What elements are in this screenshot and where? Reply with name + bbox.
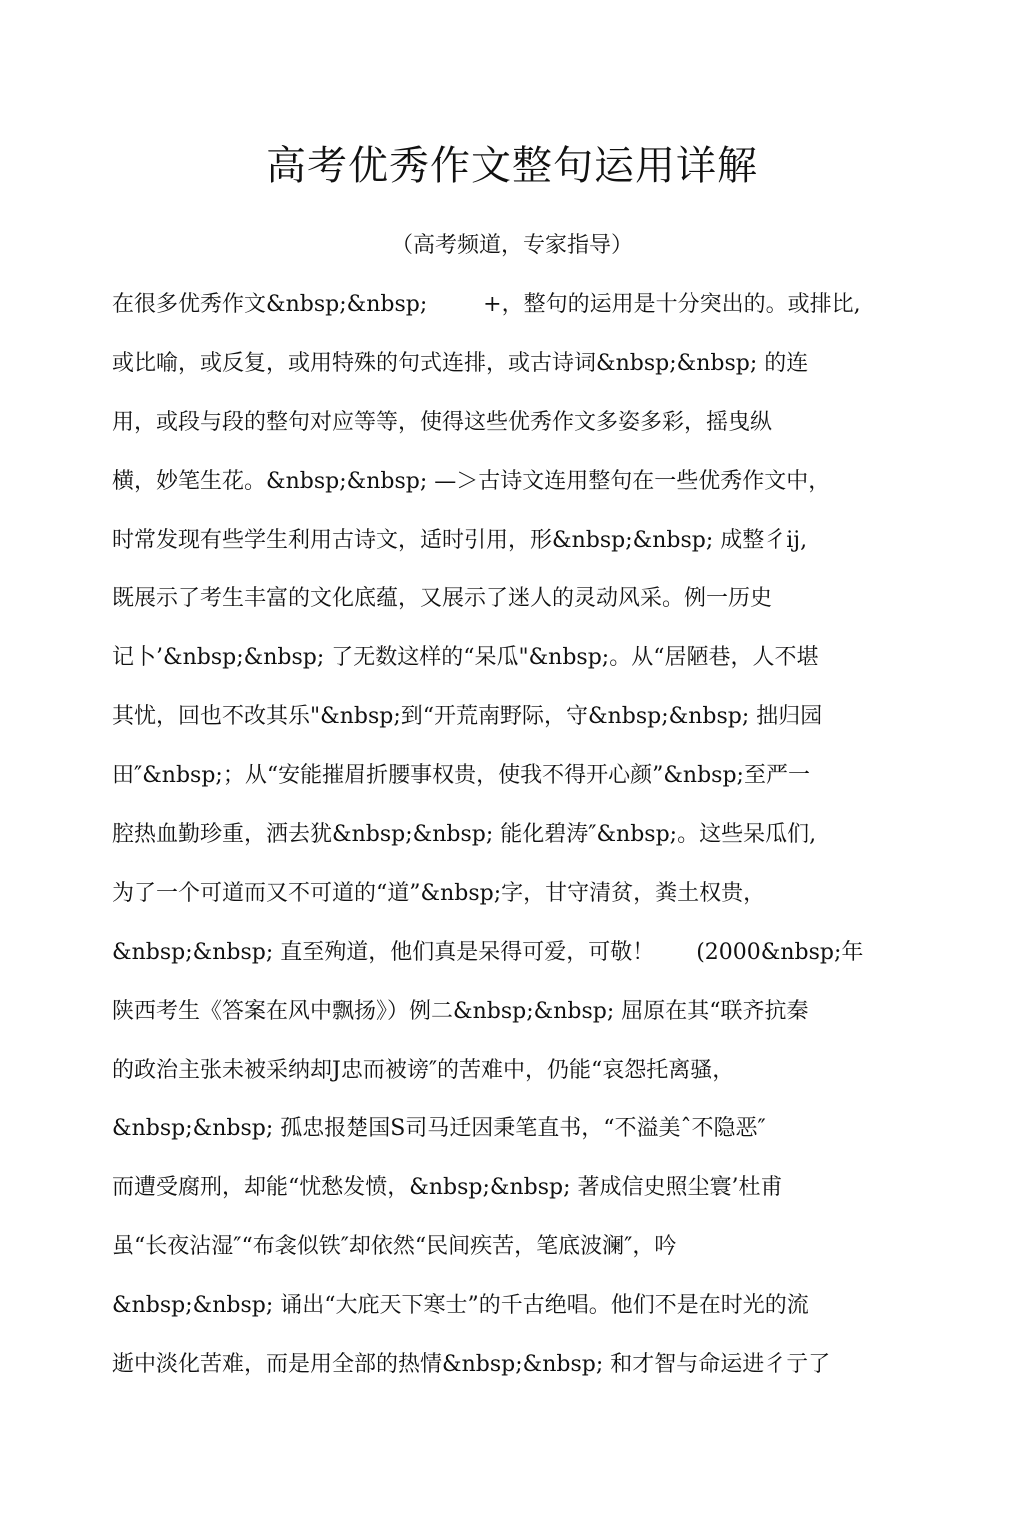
body-line: 逝中淡化苦难，而是用全部的热情&nbsp;&nbsp; 和才智与命运进彳亍了: [112, 1352, 831, 1378]
body-line: 既展示了考生丰富的文化底蕴，又展示了迷人的灵动风采。例一历史: [112, 586, 773, 612]
body-line: 时常发现有些学生利用古诗文，适时引用，形&nbsp;&nbsp; 成整彳ij,: [112, 527, 808, 553]
body-line: &nbsp;&nbsp; 诵出“大庇天下寒士”的千古绝唱。他们不是在时光的流: [112, 1293, 809, 1319]
body-line: 记卜’&nbsp;&nbsp; 了无数这样的“呆瓜"&nbsp;。从“居陋巷，人不堪: [112, 645, 819, 671]
body-line: 在很多优秀作文&nbsp;&nbsp; +，整句的运用是十分突出的。或排比,: [112, 292, 861, 317]
body-line: 虽“长夜沾湿″“布衾似铁″却依然“民间疾苦，笔底波澜″，吟: [112, 1234, 677, 1260]
body-line: 或比喻，或反复，或用特殊的句式连排，或古诗词&nbsp;&nbsp; 的连: [112, 350, 809, 376]
body-line: 的政治主张未被采纳却J忠而被谤″的苦难中，仍能“哀怨托离骚，: [112, 1057, 735, 1083]
document-title: 高考优秀作文整句运用详解: [266, 143, 758, 189]
document-subtitle: （高考频道，专家指导）: [390, 233, 633, 258]
body-line: 为了一个可道而又不可道的“道”&nbsp;字，甘守清贫，粪土权贵，: [112, 880, 766, 906]
body-line: &nbsp;&nbsp; 孤忠报楚国S司马迁因秉笔直书，“不溢美ˆ不隐恶″: [112, 1116, 766, 1142]
document-body: [112, 282, 932, 1401]
body-line: 用，或段与段的整句对应等等，使得这些优秀作文多姿多彩，摇曳纵: [112, 409, 773, 435]
body-line: &nbsp;&nbsp; 直至殉道，他们真是呆得可爱，可敬！ (2000&nbsp;年: [112, 939, 864, 965]
body-line: 陕西考生《答案在风中飘扬》）例二&nbsp;&nbsp; 屈原在其“联齐抗秦: [112, 998, 809, 1024]
body-line: 其忧，回也不改其乐"&nbsp;到“开荒南野际，守&nbsp;&nbsp; 拙归园: [112, 704, 823, 730]
body-line: 而遭受腐刑，却能“忧愁发愤，&nbsp;&nbsp; 著成信史照尘寰’杜甫: [112, 1175, 783, 1201]
body-line: 横，妙笔生花。&nbsp;&nbsp; —＞古诗文连用整句在一些优秀作文中，: [112, 468, 831, 494]
body-line: 田″&nbsp;；从“安能摧眉折腰事权贵，使我不得开心颜”&nbsp;至严一: [112, 763, 810, 789]
body-line: 腔热血勤珍重，洒去犹&nbsp;&nbsp; 能化碧涛″&nbsp;。这些呆瓜们,: [112, 822, 817, 848]
